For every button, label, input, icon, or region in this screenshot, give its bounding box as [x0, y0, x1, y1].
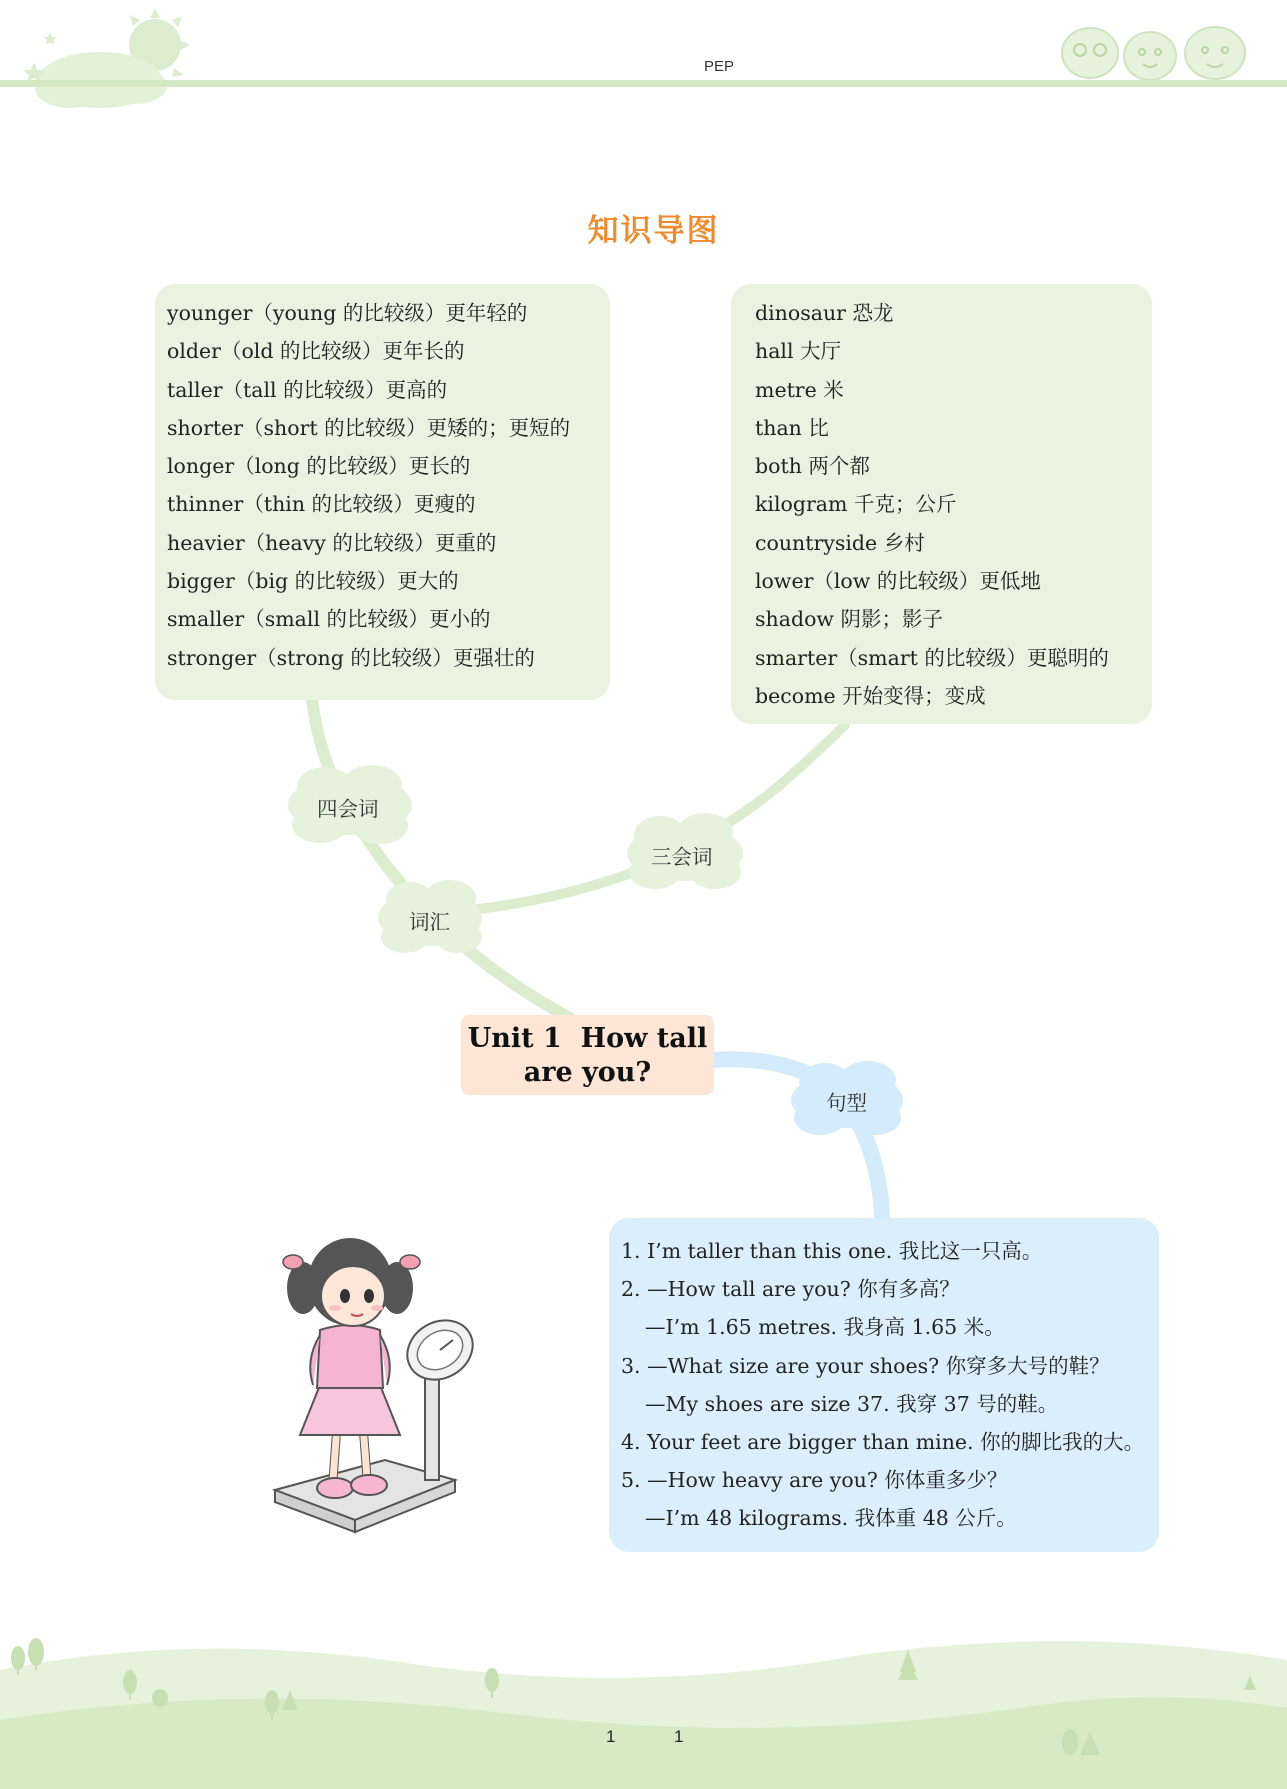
unit-title-line-2: are you?: [523, 1057, 652, 1088]
sentence-patterns-box: [609, 1218, 1159, 1552]
word-line: younger（young 的比较级）更年轻的: [167, 301, 528, 325]
word-line: metre 米: [755, 377, 844, 402]
unit-title-box: [461, 1015, 714, 1095]
sentence-line: —I’m 48 kilograms. 我体重 48 公斤。: [645, 1506, 1017, 1531]
three-skill-words-box: [731, 284, 1152, 724]
word-line: smaller（small 的比较级）更小的: [167, 607, 491, 632]
header-label: PEP: [704, 58, 735, 75]
four-skill-words-box: [155, 284, 610, 700]
sentence-line: 1. I’m taller than this one. 我比这一只高。: [621, 1239, 1043, 1263]
node-four-skill-label: 四会词: [317, 797, 379, 821]
sentence-line: 2. —How tall are you? 你有多高？: [621, 1277, 960, 1302]
node-three-skill-label: 三会词: [651, 845, 713, 869]
word-line: bigger（big 的比较级）更大的: [167, 569, 459, 594]
page-number-left: 1: [606, 1727, 616, 1746]
word-line: longer（long 的比较级）更长的: [167, 454, 471, 479]
word-line: heavier（heavy 的比较级）更重的: [167, 530, 497, 555]
footer-landscape-decoration: [0, 1610, 1287, 1789]
word-line: become 开始变得；变成: [755, 683, 986, 708]
word-line: older（old 的比较级）更年长的: [167, 339, 465, 364]
word-line: shadow 阴影；影子: [755, 607, 943, 632]
word-line: smarter（smart 的比较级）更聪明的: [755, 645, 1109, 670]
word-line: dinosaur 恐龙: [755, 301, 894, 325]
sentence-line: —I’m 1.65 metres. 我身高 1.65 米。: [645, 1315, 1005, 1340]
node-sentences-label: 句型: [826, 1091, 867, 1115]
word-line: stronger（strong 的比较级）更强壮的: [167, 645, 535, 670]
node-vocab-label: 词汇: [409, 910, 450, 934]
page-number-right: 1: [674, 1727, 684, 1746]
word-line: countryside 乡村: [755, 530, 925, 555]
word-line: shorter（short 的比较级）更矮的；更短的: [167, 415, 571, 440]
page-title: 知识导图: [587, 213, 720, 249]
sentence-line: 3. —What size are your shoes? 你穿多大号的鞋？: [621, 1353, 1110, 1378]
sentence-line: 5. —How heavy are you? 你体重多少？: [621, 1468, 1008, 1493]
girl-on-scale-illustration: [265, 1210, 495, 1550]
branch-vocab-main: [312, 700, 570, 1018]
unit-title-line-1: Unit 1 How tall: [467, 1023, 708, 1054]
word-line: both 两个都: [755, 454, 870, 479]
word-line: than 比: [755, 415, 829, 440]
word-line: hall 大厅: [755, 339, 842, 364]
word-line: kilogram 千克；公斤: [755, 492, 957, 517]
sentence-line: —My shoes are size 37. 我穿 37 号的鞋。: [645, 1391, 1059, 1416]
word-line: thinner（thin 的比较级）更瘦的: [167, 492, 476, 517]
sentence-line: 4. Your feet are bigger than mine. 你的脚比我的大。: [621, 1430, 1145, 1455]
word-line: taller（tall 的比较级）更高的: [167, 377, 448, 402]
word-line: lower（low 的比较级）更低地: [755, 569, 1041, 594]
